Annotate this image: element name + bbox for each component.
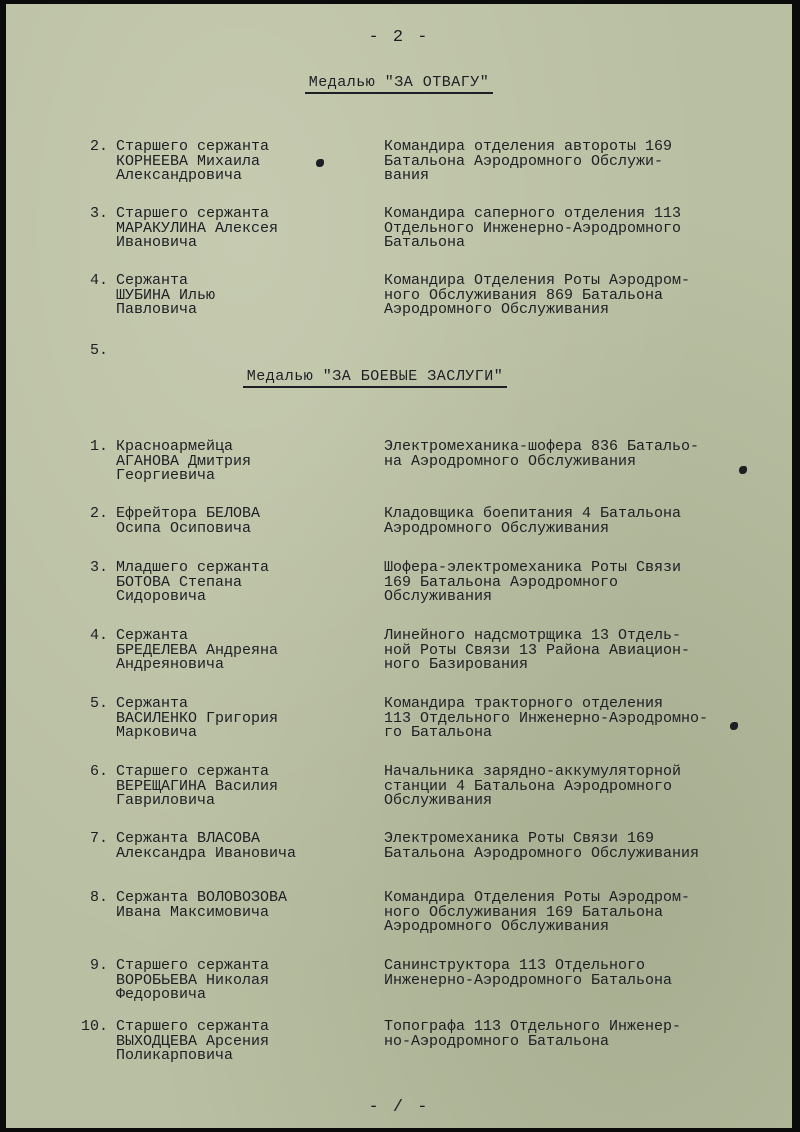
recipient-position	[384, 561, 784, 605]
entry-number: 10.	[80, 1018, 108, 1035]
name-line: КОРНЕЕВА Михаила	[116, 152, 261, 170]
name-line: Ефрейтора БЕЛОВА	[116, 505, 261, 522]
position-line: Аэродромного Обслуживания	[384, 918, 610, 935]
position-line: ного Обслуживания 869 Батальона	[384, 286, 664, 304]
name-line: Старшего сержанта	[116, 763, 270, 780]
ink-speck	[730, 722, 738, 730]
position-line: Командира Отделения Роты Аэродром-	[384, 272, 691, 289]
ink-speck	[739, 466, 747, 474]
name-line: Гавриловича	[116, 792, 216, 809]
position-line: на Аэродромного Обслуживания	[384, 452, 637, 470]
entry-number: 6.	[89, 763, 108, 780]
position-line: Шофера-электромеханика Роты Связи	[384, 559, 682, 576]
document-page	[6, 4, 792, 1128]
position-line: ного Обслуживания 169 Батальона	[384, 903, 664, 921]
position-line: Командира саперного отделения 113	[384, 205, 682, 222]
position-line: Начальника зарядно-аккумуляторной	[384, 763, 682, 780]
name-line: Сержанта	[116, 627, 189, 644]
position-line: ной Роты Связи 13 Района Авиацион-	[384, 641, 691, 659]
name-line: Сидоровича	[116, 588, 207, 605]
entry-number: 2.	[89, 505, 108, 522]
position-line: 113 Отдельного Инженерно-Аэродромно-	[384, 709, 709, 727]
position-line: Кладовщика боепитания 4 Батальона	[384, 505, 682, 522]
recipient-name	[116, 440, 376, 484]
recipient-name	[116, 629, 376, 673]
name-line: Марковича	[116, 724, 198, 741]
name-line: Сержанта	[116, 272, 189, 289]
recipient-name	[116, 697, 376, 741]
section-title: Медалью "ЗА БОЕВЫЕ ЗАСЛУГИ"	[243, 368, 508, 388]
name-line: Ивановича	[116, 234, 198, 251]
name-line: ВЫХОДЦЕВА Арсения	[116, 1032, 270, 1050]
name-line: Федоровича	[116, 986, 207, 1003]
page-footer: - / -	[368, 1098, 430, 1117]
name-line: Старшего сержанта	[116, 138, 270, 155]
recipient-name	[116, 959, 376, 1003]
recipient-position	[384, 891, 784, 935]
position-line: 169 Батальона Аэродромного	[384, 573, 619, 591]
recipient-name	[116, 765, 376, 809]
recipient-position	[384, 959, 784, 988]
page-number: - 2 -	[368, 28, 430, 47]
recipient-position	[384, 140, 784, 184]
name-line: ВОРОБЬЕВА Николая	[116, 971, 270, 989]
entry-number: 4.	[89, 272, 108, 289]
position-line: Санинструктора 113 Отдельного	[384, 957, 646, 974]
name-line: БОТОВА Степана	[116, 573, 243, 591]
position-line: Командира Отделения Роты Аэродром-	[384, 889, 691, 906]
entry-number: 3.	[89, 559, 108, 576]
name-line: Сержанта	[116, 695, 189, 712]
recipient-position	[384, 274, 784, 318]
position-line: Командира отделения автороты 169	[384, 138, 673, 155]
position-line: Батальона	[384, 234, 466, 251]
name-line: Александра Ивановича	[116, 844, 297, 862]
name-line: АГАНОВА Дмитрия	[116, 452, 252, 470]
position-line: Батальона Аэродромного Обслужи-	[384, 152, 664, 170]
recipient-position	[384, 507, 784, 536]
position-line: Топографа 113 Отдельного Инженер-	[384, 1018, 682, 1035]
recipient-name	[116, 832, 376, 861]
name-line: Красноармейца	[116, 438, 234, 455]
position-line: Аэродромного Обслуживания	[384, 519, 610, 537]
entry-number: 7.	[89, 830, 108, 847]
entry-number: 5.	[89, 342, 108, 359]
recipient-name	[116, 561, 376, 605]
position-line: вания	[384, 167, 430, 184]
name-line: Старшего сержанта	[116, 1018, 270, 1035]
entry-number: 9.	[89, 957, 108, 974]
entry-number: 2.	[89, 138, 108, 155]
position-line: Электромеханика-шофера 836 Батальо-	[384, 438, 700, 455]
name-line: Старшего сержанта	[116, 205, 270, 222]
recipient-position	[384, 765, 784, 809]
name-line: Георгиевича	[116, 467, 216, 484]
name-line: ВАСИЛЕНКО Григория	[116, 709, 279, 727]
recipient-name	[116, 1020, 376, 1064]
recipient-name	[116, 207, 376, 251]
section-title: Медалью "ЗА ОТВАГУ"	[305, 74, 494, 94]
recipient-name	[116, 140, 376, 184]
name-line: БРЕДЕЛЕВА Андреяна	[116, 641, 279, 659]
position-line: Электромеханика Роты Связи 169	[384, 830, 655, 847]
recipient-name	[116, 507, 376, 536]
recipient-position	[384, 207, 784, 251]
name-line: ШУБИНА Илью	[116, 286, 216, 304]
entry-number: 8.	[89, 889, 108, 906]
name-line: ВЕРЕЩАГИНА Василия	[116, 777, 279, 795]
position-line: но-Аэродромного Батальона	[384, 1032, 610, 1050]
entry-number: 4.	[89, 627, 108, 644]
name-line: Ивана Максимовича	[116, 903, 270, 921]
position-line: Обслуживания	[384, 588, 493, 605]
name-line: Андреяновича	[116, 656, 225, 673]
name-line: Младшего сержанта	[116, 559, 270, 576]
name-line: Поликарповича	[116, 1047, 234, 1064]
entry-number: 5.	[89, 695, 108, 712]
section-heading-courage	[6, 74, 792, 91]
position-line: Линейного надсмотрщика 13 Отдель-	[384, 627, 682, 644]
position-line: Инженерно-Аэродромного Батальона	[384, 971, 673, 989]
recipient-position	[384, 697, 784, 741]
recipient-name	[116, 274, 376, 318]
position-line: ного Базирования	[384, 656, 529, 673]
position-line: го Батальона	[384, 724, 493, 741]
name-line: Старшего сержанта	[116, 957, 270, 974]
name-line: МАРАКУЛИНА Алексея	[116, 219, 279, 237]
position-line: Обслуживания	[384, 792, 493, 809]
name-line: Сержанта ВОЛОВОЗОВА	[116, 889, 288, 906]
position-line: станции 4 Батальона Аэродромного	[384, 777, 673, 795]
name-line: Осипа Осиповича	[116, 519, 252, 537]
name-line: Александровича	[116, 167, 243, 184]
position-line: Командира тракторного отделения	[384, 695, 664, 712]
recipient-position	[384, 440, 784, 469]
recipient-name	[116, 891, 376, 920]
recipient-position	[384, 1020, 784, 1049]
section-heading-combat-merit	[0, 368, 768, 385]
name-line: Сержанта ВЛАСОВА	[116, 830, 261, 847]
recipient-position	[384, 832, 784, 861]
entry-number: 3.	[89, 205, 108, 222]
name-line: Павловича	[116, 301, 198, 318]
recipient-position	[384, 629, 784, 673]
position-line: Аэродромного Обслуживания	[384, 301, 610, 318]
entry-number: 1.	[89, 438, 108, 455]
position-line: Батальона Аэродромного Обслуживания	[384, 844, 700, 862]
ink-speck	[316, 159, 324, 167]
position-line: Отдельного Инженерно-Аэродромного	[384, 219, 682, 237]
